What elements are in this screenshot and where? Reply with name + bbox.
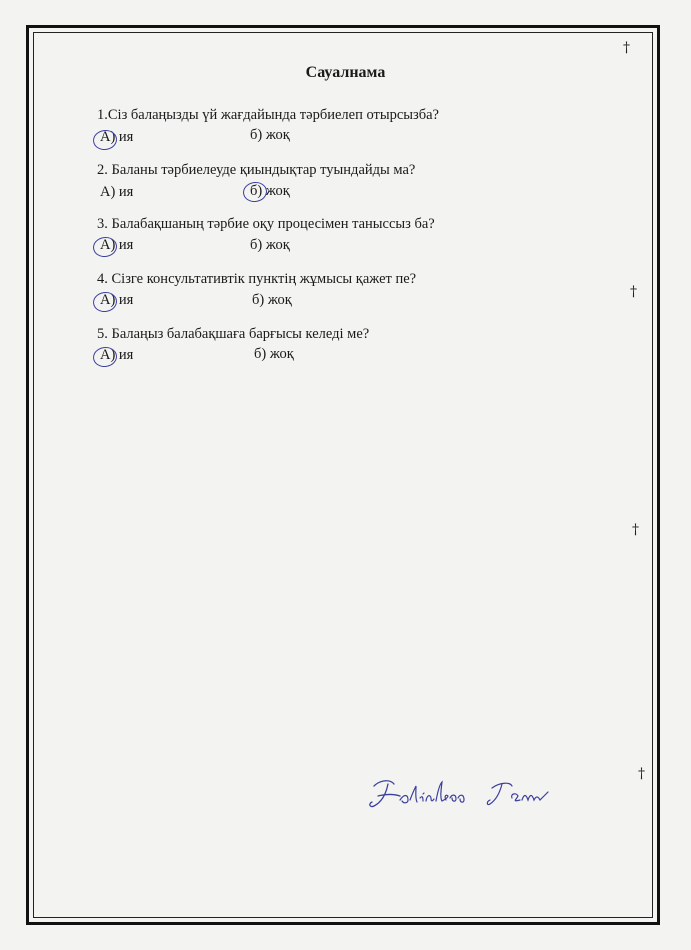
question-4-option-a[interactable]: А) ия xyxy=(100,292,134,308)
page-title: Сауалнама xyxy=(305,64,386,81)
signature xyxy=(360,770,560,820)
scan-mark-icon: † xyxy=(630,284,637,300)
question-2-option-b[interactable]: б) жоқ xyxy=(250,183,290,199)
question-4: 4. Сізге консультативтік пунктің жұмысы қажет пе? xyxy=(97,271,417,287)
scan-mark-icon: † xyxy=(638,766,645,782)
question-2: 2. Баланы тәрбиелеуде қиындықтар туындайды ма? xyxy=(97,162,416,178)
question-1-option-a[interactable]: А) ия xyxy=(100,129,134,145)
question-2-option-a[interactable]: А) ия xyxy=(100,184,134,200)
question-4-option-b[interactable]: б) жоқ xyxy=(252,292,292,308)
question-3: 3. Балабақшаның тәрбие оқу процесімен таныссыз ба? xyxy=(97,216,435,232)
question-5-option-a[interactable]: А) ия xyxy=(100,347,134,363)
question-5-option-b[interactable]: б) жоқ xyxy=(254,346,294,362)
scan-mark-icon: † xyxy=(623,40,630,56)
question-5: 5. Балаңыз балабақшаға барғысы келеді ме? xyxy=(97,326,370,342)
question-1: 1.Сіз балаңызды үй жағдайында тәрбиелеп отырсызба? xyxy=(97,107,439,123)
question-1-option-b[interactable]: б) жоқ xyxy=(250,127,290,143)
question-3-option-b[interactable]: б) жоқ xyxy=(250,237,290,253)
scan-mark-icon: † xyxy=(632,522,639,538)
question-3-option-a[interactable]: А) ия xyxy=(100,237,134,253)
